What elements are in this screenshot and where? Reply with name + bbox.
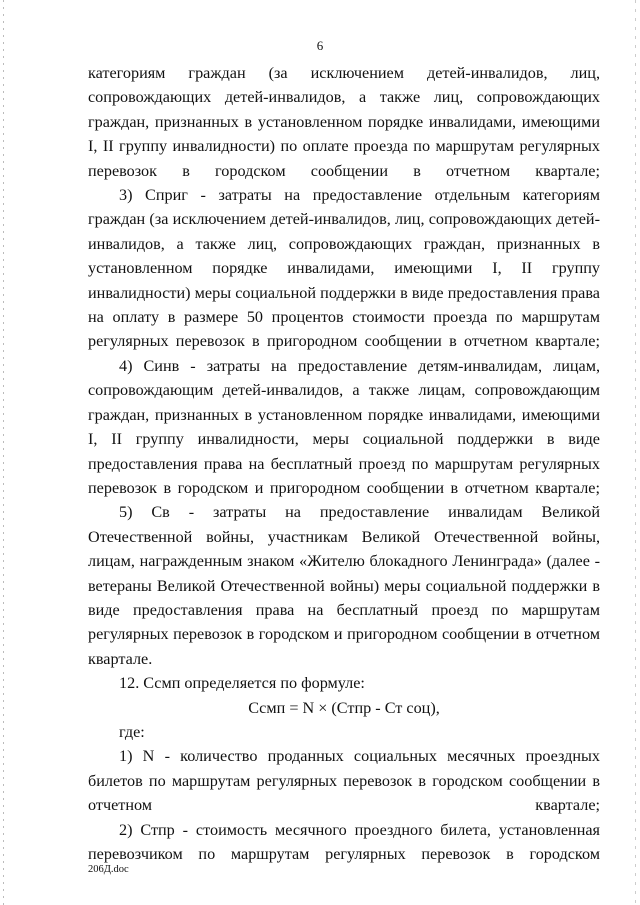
scan-edge-left bbox=[3, 0, 4, 905]
paragraph-clause-12: 12. Ссмп определяется по формуле: bbox=[119, 674, 365, 693]
paragraph-def-2: 2) Стпр - стоимость месячного проездного билета, установленная перевозчиком по маршрутам регулярных перевозок в городском bbox=[88, 820, 600, 863]
page-number: 6 bbox=[316, 38, 324, 53]
paragraph-continuation: категориям граждан (за исключением детей-инвалидов, лиц, сопровождающих детей-инвалидов, а также лиц, сопровождающих граждан, признанных в установленном порядке инвалидами, имеющими I, II группу инвалидности) по оплате проезда по маршрутам регулярных перевозок в городском сообщении в отчетном квартале; bbox=[88, 64, 600, 180]
file-name-footer: 206Д.doc bbox=[88, 864, 129, 875]
paragraph-item-5: 5) Св - затраты на предоставление инвалидам Великой Отечественной войны, участникам Великой Отечественной войны, лицам, награжденным знаком «Жителю блокадного Ленинграда» (далее - ветераны Великой Отечественной войны) меры социальной поддержки в виде предоставления права на бесплатный проезд по маршрутам регулярных перевозок в городском и пригородном сообщении в отчетном квартале. bbox=[88, 503, 600, 668]
formula: Ссмп = N × (Стпр - Ст соц), bbox=[248, 698, 440, 717]
paragraph-def-1: 1) N - количество проданных социальных месячных проездных билетов по маршрутам регулярных перевозок в городском сообщении в отчетном квартале; bbox=[88, 747, 600, 815]
paragraph-where: где: bbox=[119, 722, 145, 741]
scan-edge-right bbox=[635, 0, 636, 905]
document-body bbox=[88, 61, 600, 866]
paragraph-item-4: 4) Синв - затраты на предоставление детям-инвалидам, лицам, сопровождающим детей-инвалидов, а также лицам, сопровождающим граждан, признанных в установленном порядке инвалидами, имеющими I, II группу инвалидности, меры социальной поддержки в виде предоставления права на бесплатный проезд по маршрутам регулярных перевозок в городском и пригородном сообщении в отчетном квартале; bbox=[88, 356, 600, 497]
paragraph-item-3: 3) Сприг - затраты на предоставление отдельным категориям граждан (за исключением детей-инвалидов, лиц, сопровождающих детей-инвалидов, а также лиц, сопровождающих граждан, признанных в установленном порядке инвалидами, имеющими I, II группу инвалидности) меры социальной поддержки в виде предоставления права на оплату в размере 50 процентов стоимости проезда по маршрутам регулярных перевозок в пригородном сообщении в отчетном квартале; bbox=[88, 186, 600, 351]
